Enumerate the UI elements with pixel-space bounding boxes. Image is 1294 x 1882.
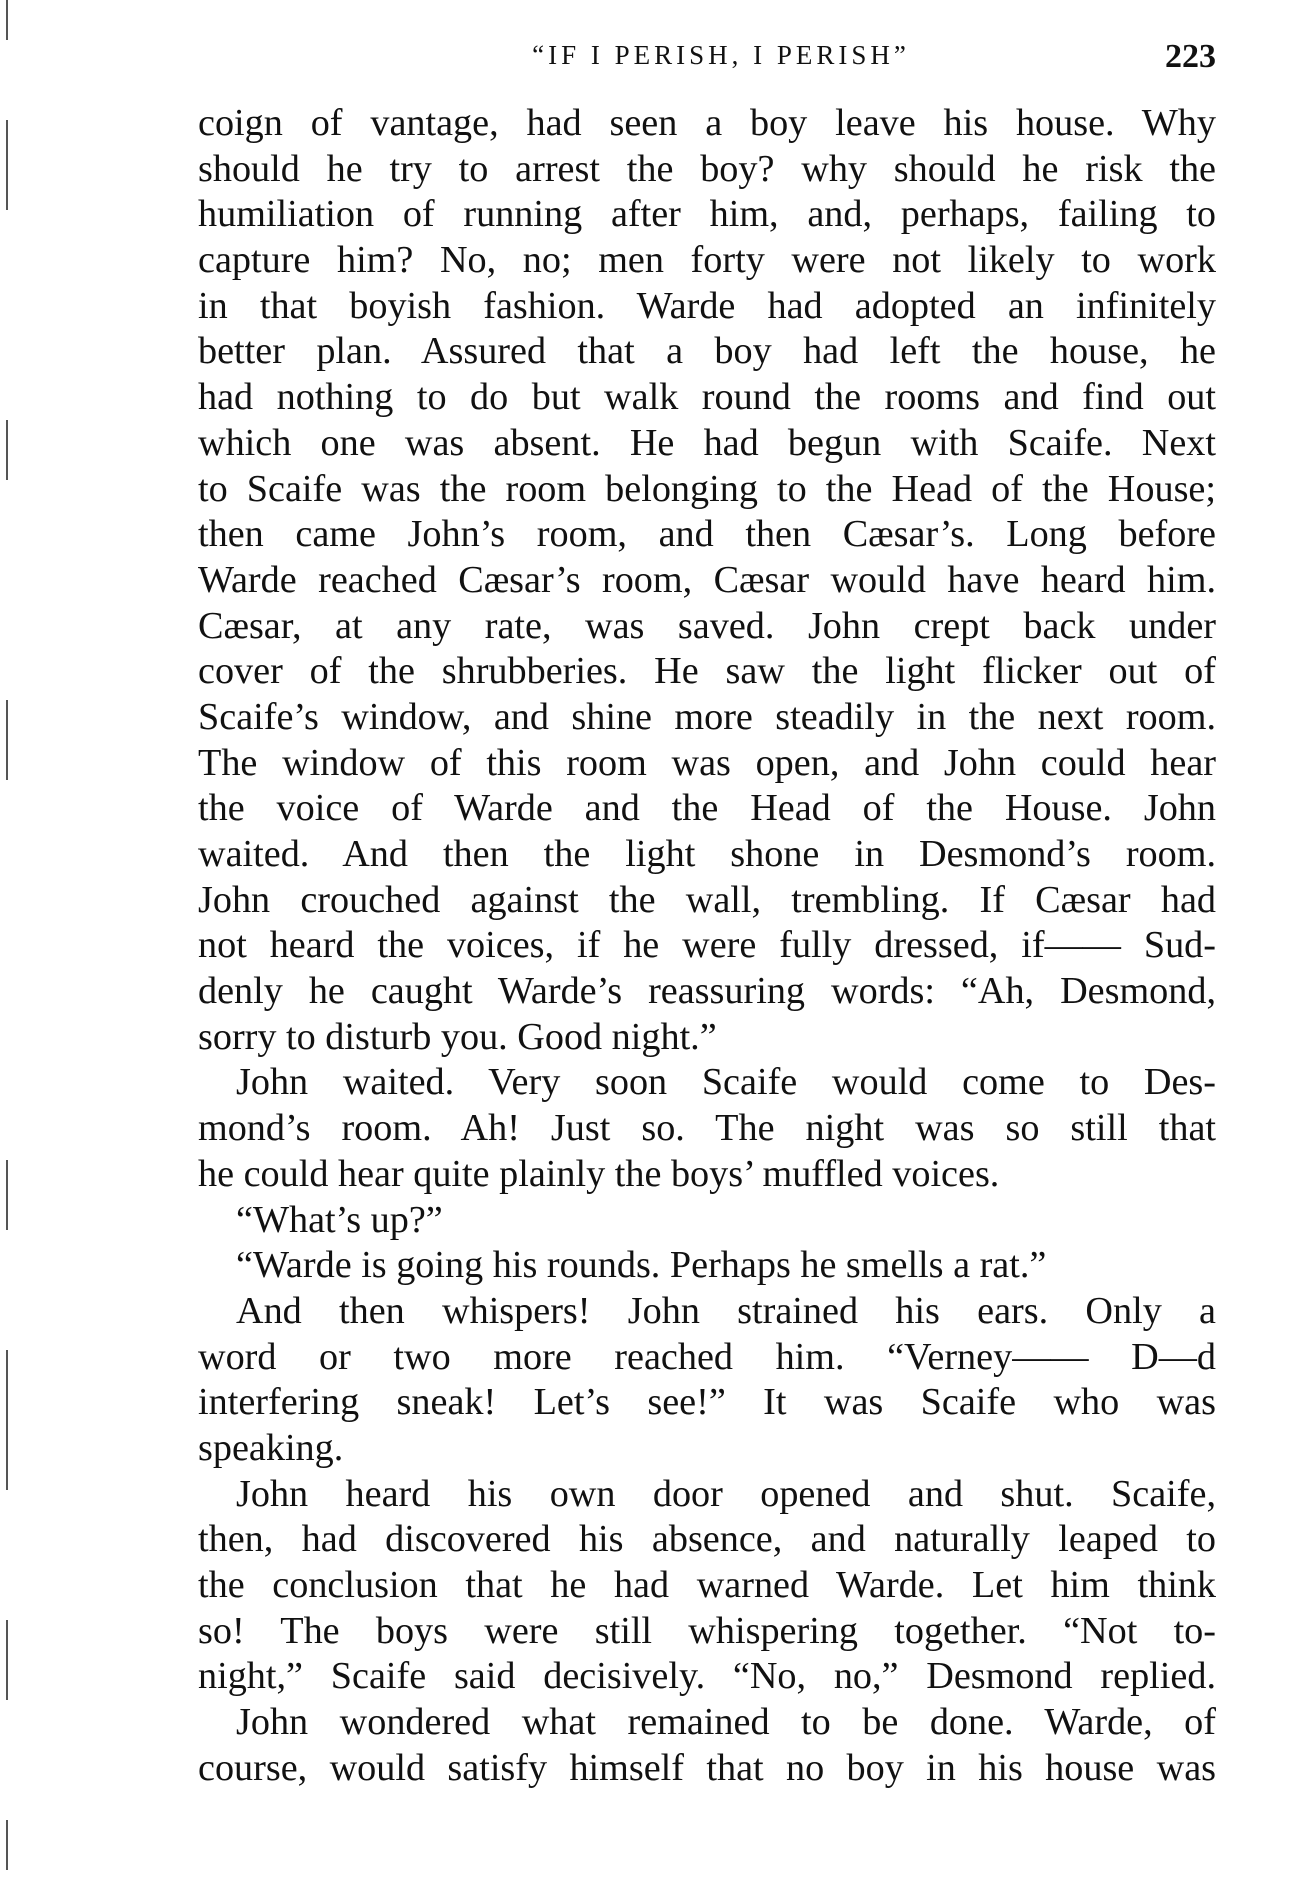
running-head: “IF I PERISH, I PERISH” <box>532 40 910 70</box>
body-text <box>198 101 1216 1791</box>
text-line: which one was absent. He had begun with Scaife. Next <box>198 421 1216 464</box>
text-line: The window of this room was open, and John could hear <box>198 741 1216 784</box>
text-line: word or two more reached him. “Verney—— D—d <box>198 1335 1216 1378</box>
text-line: John heard his own door opened and shut. Scaife, <box>236 1472 1216 1515</box>
page-edge-mark <box>6 0 8 40</box>
page-edge-mark <box>6 1620 8 1700</box>
text-line: he could hear quite plainly the boys’ muffled voices. <box>198 1152 1000 1195</box>
text-line: waited. And then the light shone in Desmond’s room. <box>198 833 1216 875</box>
page-edge-mark <box>6 1820 8 1870</box>
text-line: so! The boys were still whispering together. “Not to- <box>198 1609 1216 1652</box>
text-line: better plan. Assured that a boy had left the house, he <box>198 330 1216 373</box>
page-header <box>196 38 1216 88</box>
text-line: Cæsar, at any rate, was saved. John crept back under <box>198 604 1216 647</box>
text-line: sorry to disturb you. Good night.” <box>198 1015 717 1058</box>
text-line: coign of vantage, had seen a boy leave his house. Why <box>198 102 1216 144</box>
page-edge-mark <box>6 420 8 480</box>
text-line: Warde reached Cæsar’s room, Cæsar would have heard him. <box>198 558 1216 601</box>
text-line: night,” Scaife said decisively. “No, no,” Desmond replied. <box>198 1655 1216 1698</box>
page-edge-mark <box>6 700 8 780</box>
text-line: “What’s up?” <box>236 1198 443 1241</box>
page-edge-mark <box>6 120 8 210</box>
text-line: cover of the shrubberies. He saw the light flicker out of <box>198 650 1216 693</box>
text-line: John waited. Very soon Scaife would come to Des- <box>236 1061 1216 1104</box>
text-line: denly he caught Warde’s reassuring words: “Ah, Desmond, <box>198 970 1216 1013</box>
text-line: speaking. <box>198 1426 344 1469</box>
text-line: in that boyish fashion. Warde had adopted an infinitely <box>198 284 1216 327</box>
text-line: to Scaife was the room belonging to the Head of the House; <box>198 467 1216 510</box>
page-edge-mark <box>6 1350 8 1490</box>
text-line: the voice of Warde and the Head of the House. John <box>198 787 1216 830</box>
text-line: then came John’s room, and then Cæsar’s. Long before <box>198 513 1216 556</box>
text-line: then, had discovered his absence, and naturally leaped to <box>198 1518 1216 1561</box>
text-line: John crouched against the wall, trembling. If Cæsar had <box>198 878 1216 921</box>
page-edge-mark <box>6 1160 8 1230</box>
text-line: should he try to arrest the boy? why should he risk the <box>198 147 1216 190</box>
text-line: had nothing to do but walk round the rooms and find out <box>198 376 1216 419</box>
text-line: mond’s room. Ah! Just so. The night was so still that <box>198 1107 1216 1150</box>
text-line: capture him? No, no; men forty were not likely to work <box>198 239 1216 282</box>
text-line: course, would satisfy himself that no boy in his house was <box>198 1746 1216 1789</box>
text-line: not heard the voices, if he were fully dressed, if—— Sud- <box>198 924 1216 967</box>
text-line: the conclusion that he had warned Warde. Let him think <box>198 1564 1216 1606</box>
text-line: interfering sneak! Let’s see!” It was Scaife who was <box>198 1381 1216 1424</box>
text-line: Scaife’s window, and shine more steadily in the next room. <box>198 695 1216 738</box>
text-line: And then whispers! John strained his ears. Only a <box>236 1289 1216 1332</box>
text-line: humiliation of running after him, and, perhaps, failing to <box>198 193 1216 236</box>
page-number: 223 <box>1165 38 1216 75</box>
text-line: John wondered what remained to be done. Warde, of <box>236 1701 1216 1744</box>
text-line: “Warde is going his rounds. Perhaps he smells a rat.” <box>236 1244 1047 1287</box>
